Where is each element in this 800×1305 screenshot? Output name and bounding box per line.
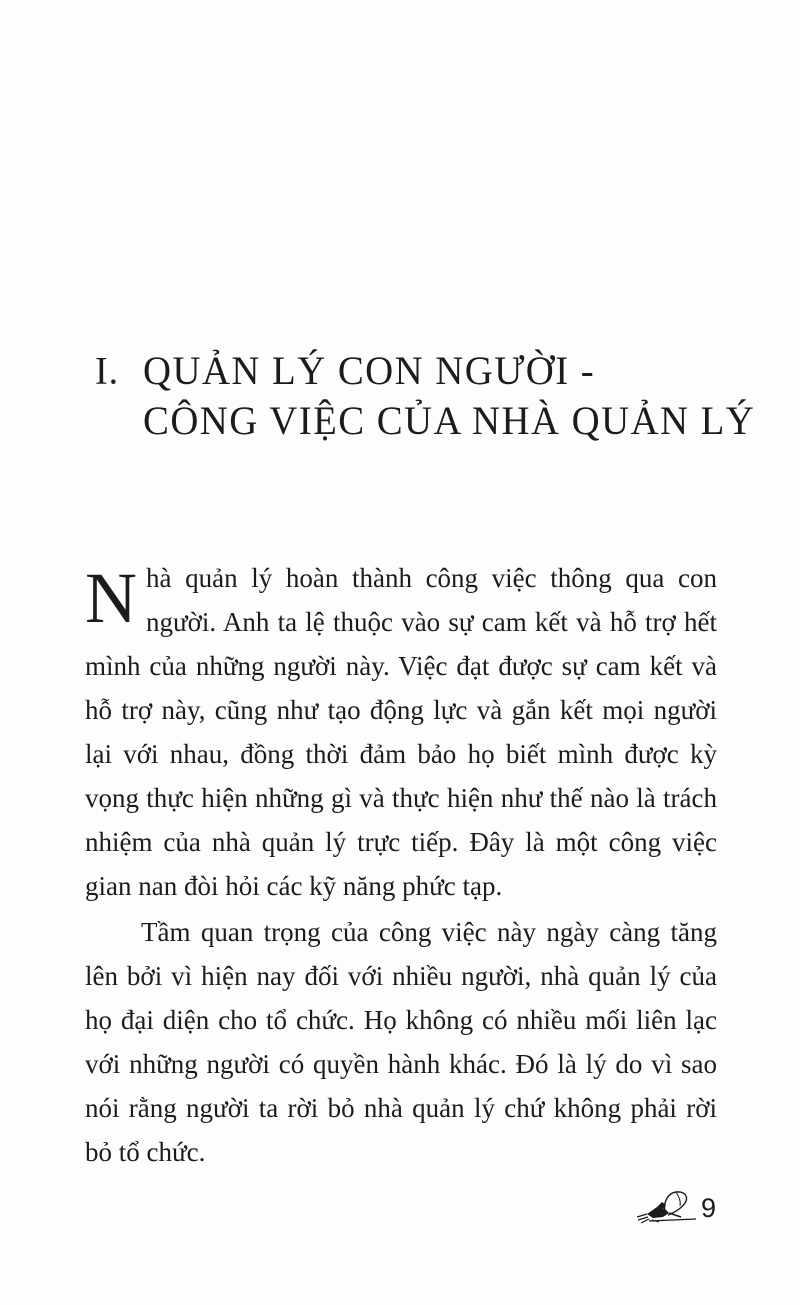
paragraph-1-text: hà quản lý hoàn thành công việc thông qua con người. Anh ta lệ thuộc vào sự cam kết và hỗ trợ hết mình của những người này. Việc đạt được sự cam kết và hỗ trợ này, cũng như tạo động lực và gắn kết mọi người lại với nhau, đồng thời đảm bảo họ biết mình được kỳ vọng thực hiện những gì và thực hiện như thế nào là trách nhiệm của nhà quản lý trực tiếp. Đây là một công việc gian nan đòi hỏi các kỹ năng phức tạp. xyxy=(85,563,717,901)
quill-sketch-icon xyxy=(635,1188,697,1226)
paragraph-1 xyxy=(85,556,717,908)
chapter-numeral: I. xyxy=(95,349,120,393)
body-text xyxy=(85,556,717,1174)
page-number: 9 xyxy=(700,1193,716,1223)
chapter-title xyxy=(143,346,774,446)
page-footer xyxy=(635,1188,716,1226)
drop-cap: N xyxy=(85,558,137,638)
chapter-title-line-1: QUẢN LÝ CON NGƯỜI - xyxy=(143,348,596,393)
paragraph-2: Tầm quan trọng của công việc này ngày càng tăng lên bởi vì hiện nay đối với nhiều người, nhà quản lý của họ đại diện cho tổ chức. Họ không có nhiều mối liên lạc với những người có quyền hành khác. Đó là lý do vì sao nói rằng người ta rời bỏ nhà quản lý chứ không phải rời bỏ tổ chức. xyxy=(85,917,717,1167)
chapter-heading xyxy=(95,346,756,446)
chapter-title-line-2: CÔNG VIỆC CỦA NHÀ QUẢN LÝ xyxy=(143,398,756,443)
